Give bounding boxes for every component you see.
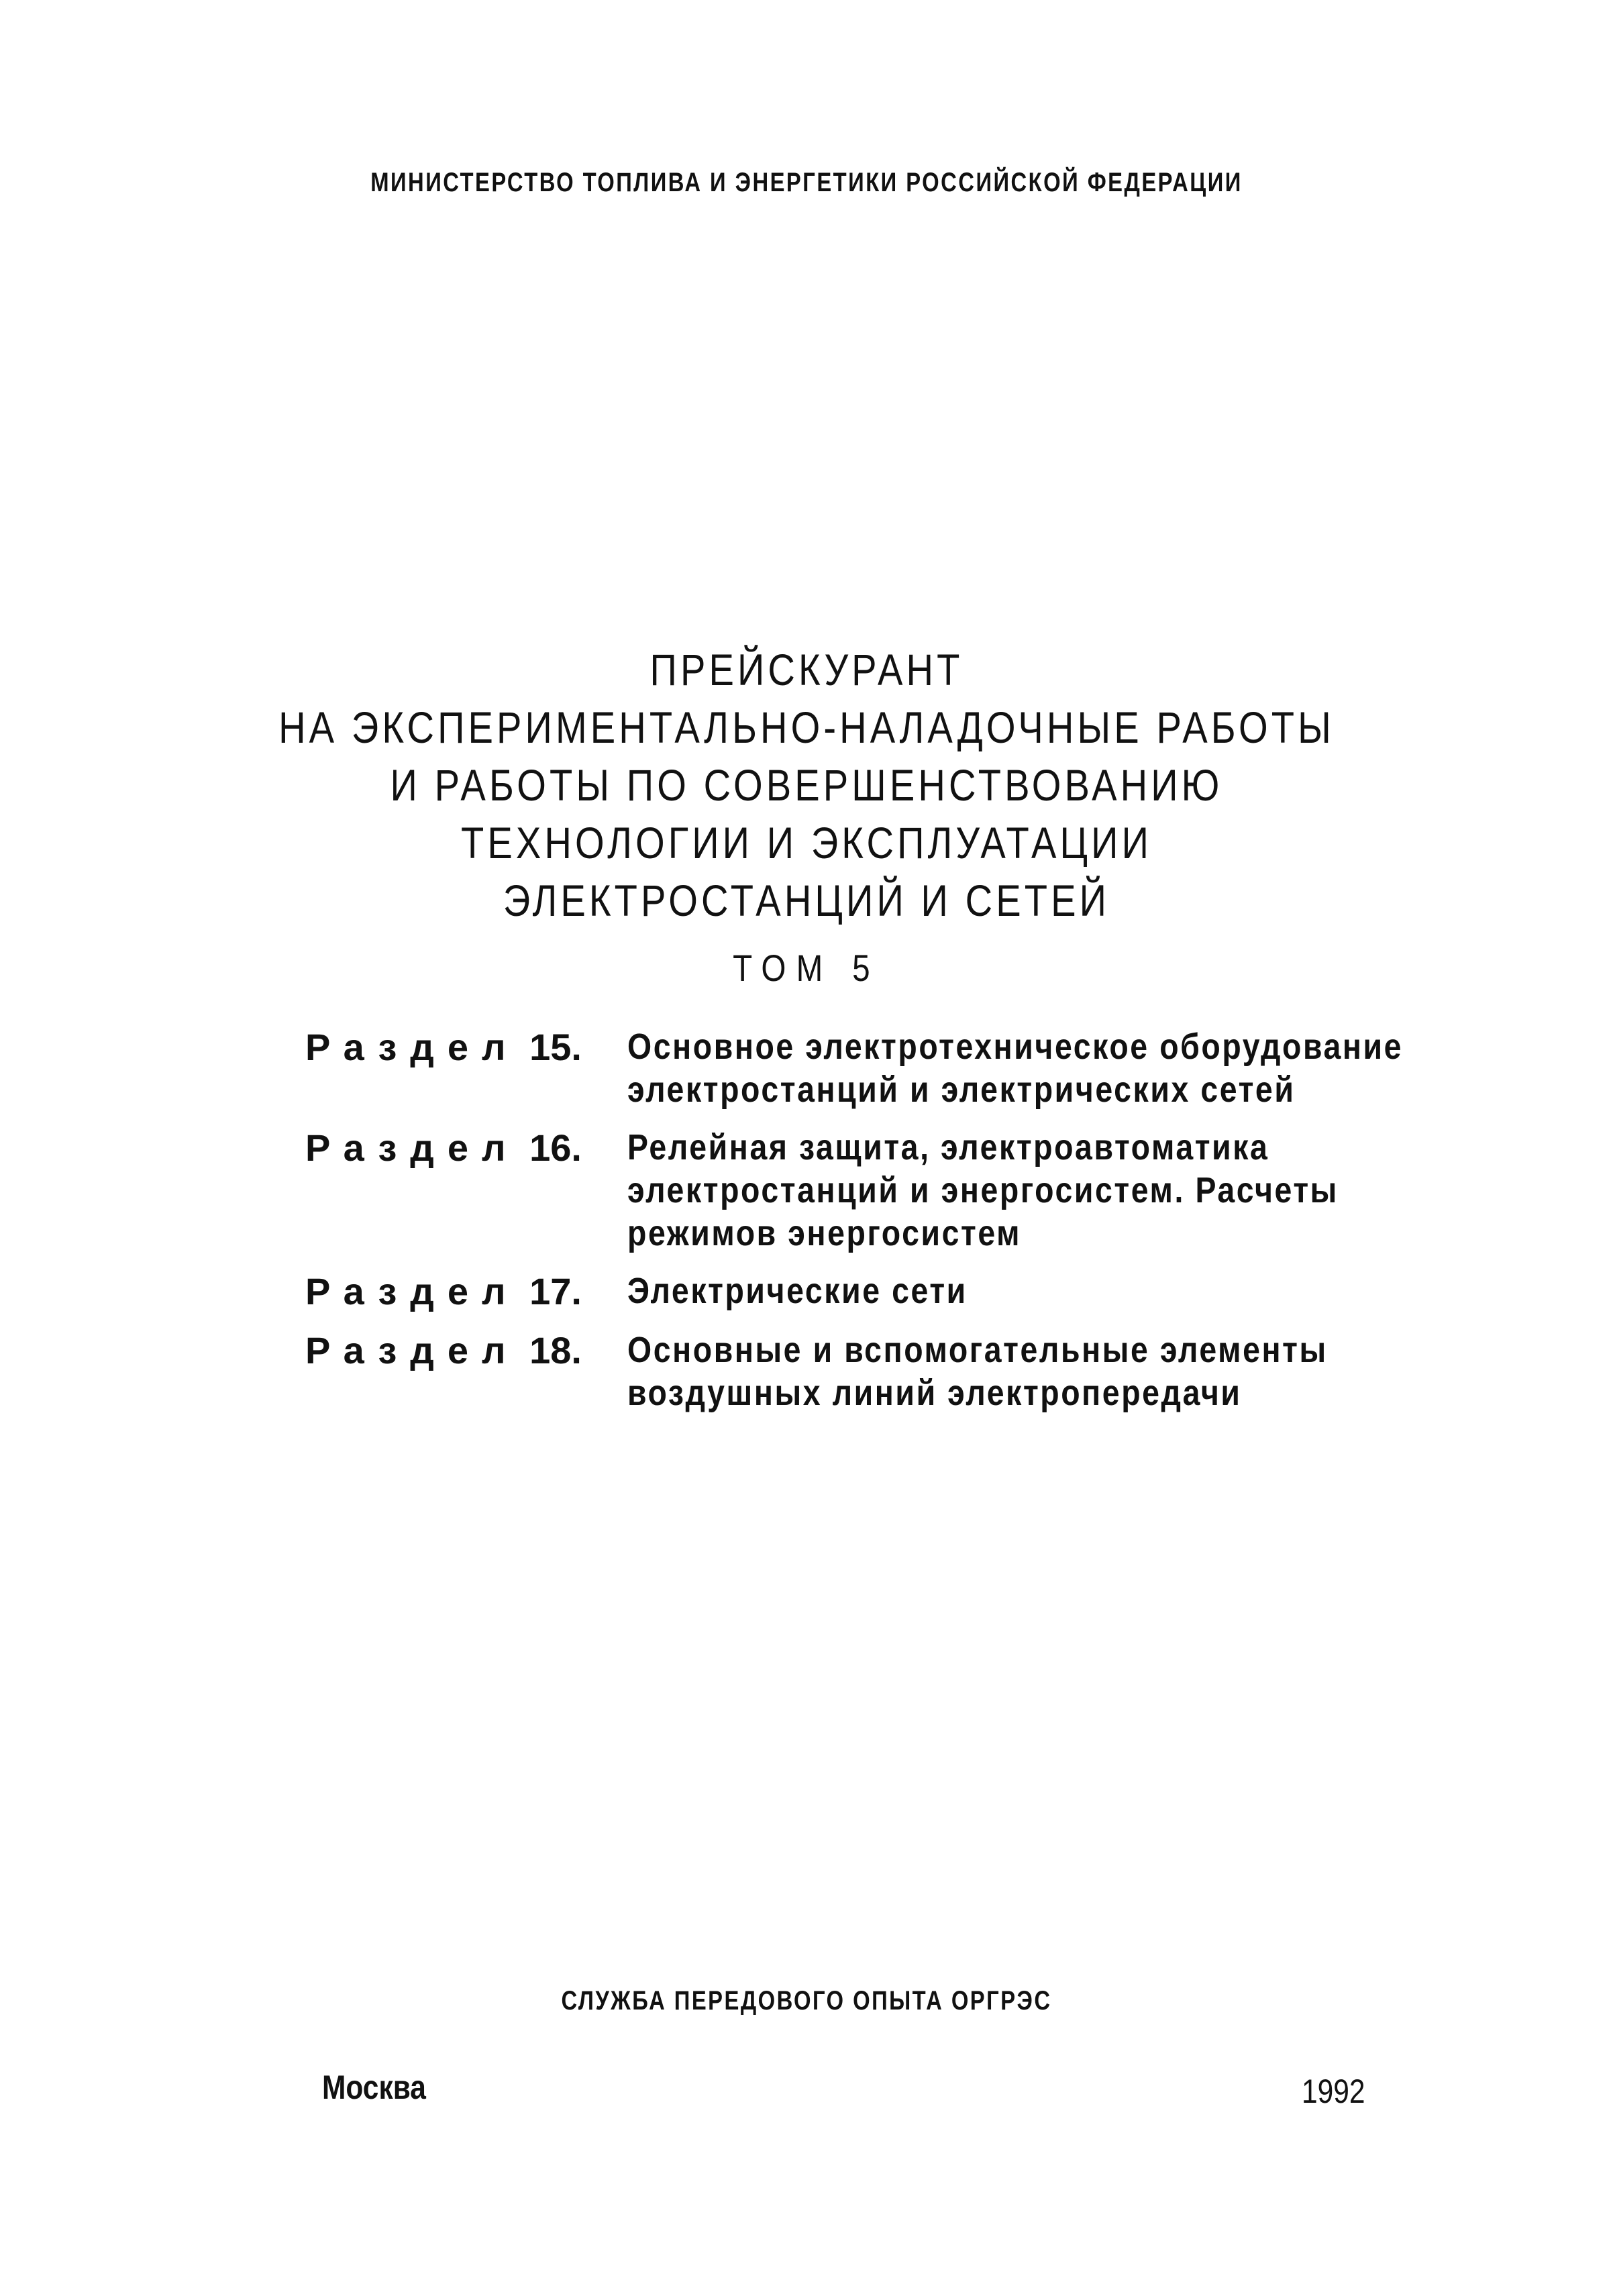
section-list (305, 1025, 1486, 1429)
section-label (305, 1126, 627, 1170)
title-line: НА ЭКСПЕРИМЕНТАЛЬНО-НАЛАДОЧНЫЕ РАБОТЫ (278, 702, 1335, 752)
section-description (627, 1025, 1403, 1111)
section-label (305, 1025, 627, 1069)
publication-city: Москва (322, 2069, 426, 2106)
section-number: 15. (529, 1026, 582, 1068)
section-line: воздушных линий электропередачи (627, 1373, 1242, 1413)
section-line: Релейная защита, электроавтоматика (627, 1127, 1269, 1167)
volume-label: ТОМ 5 (733, 947, 880, 989)
section-line: электростанций и энергосистем. Расчеты (627, 1170, 1339, 1210)
ministry-header: МИНИСТЕРСТВО ТОПЛИВА И ЭНЕРГЕТИКИ РОССИЙСКОЙ ФЕДЕРАЦИИ (370, 168, 1243, 197)
section-line: Основное электротехническое оборудование (627, 1027, 1404, 1067)
title-line: ТЕХНОЛОГИИ И ЭКСПЛУАТАЦИИ (460, 818, 1153, 868)
section-number: 16. (529, 1127, 582, 1169)
title-line: ЭЛЕКТРОСТАНЦИЙ И СЕТЕЙ (503, 876, 1110, 925)
section-15 (305, 1025, 1486, 1111)
section-18 (305, 1328, 1486, 1414)
document-title (121, 641, 1492, 929)
section-description (627, 1126, 1366, 1255)
section-description (627, 1328, 1366, 1414)
section-line: электростанций и электрических сетей (627, 1069, 1296, 1110)
section-16 (305, 1126, 1486, 1255)
title-line: ПРЕЙСКУРАНТ (649, 645, 964, 694)
publisher-service: СЛУЖБА ПЕРЕДОВОГО ОПЫТА ОРГРЭС (561, 1986, 1052, 2016)
section-word: Раздел (305, 1329, 519, 1371)
section-label (305, 1328, 627, 1373)
section-17 (305, 1269, 1486, 1314)
section-label (305, 1269, 627, 1314)
title-line: И РАБОТЫ ПО СОВЕРШЕНСТВОВАНИЮ (390, 760, 1223, 810)
section-word: Раздел (305, 1026, 519, 1068)
publication-year: 1992 (1302, 2073, 1365, 2110)
section-number: 18. (529, 1329, 582, 1371)
section-number: 17. (529, 1270, 582, 1312)
section-description (627, 1269, 1366, 1312)
section-word: Раздел (305, 1270, 519, 1312)
section-line: Основные и вспомогательные элементы (627, 1330, 1328, 1370)
section-line: режимов энергосистем (627, 1213, 1022, 1253)
section-line: Электрические сети (627, 1271, 968, 1311)
section-word: Раздел (305, 1127, 519, 1169)
